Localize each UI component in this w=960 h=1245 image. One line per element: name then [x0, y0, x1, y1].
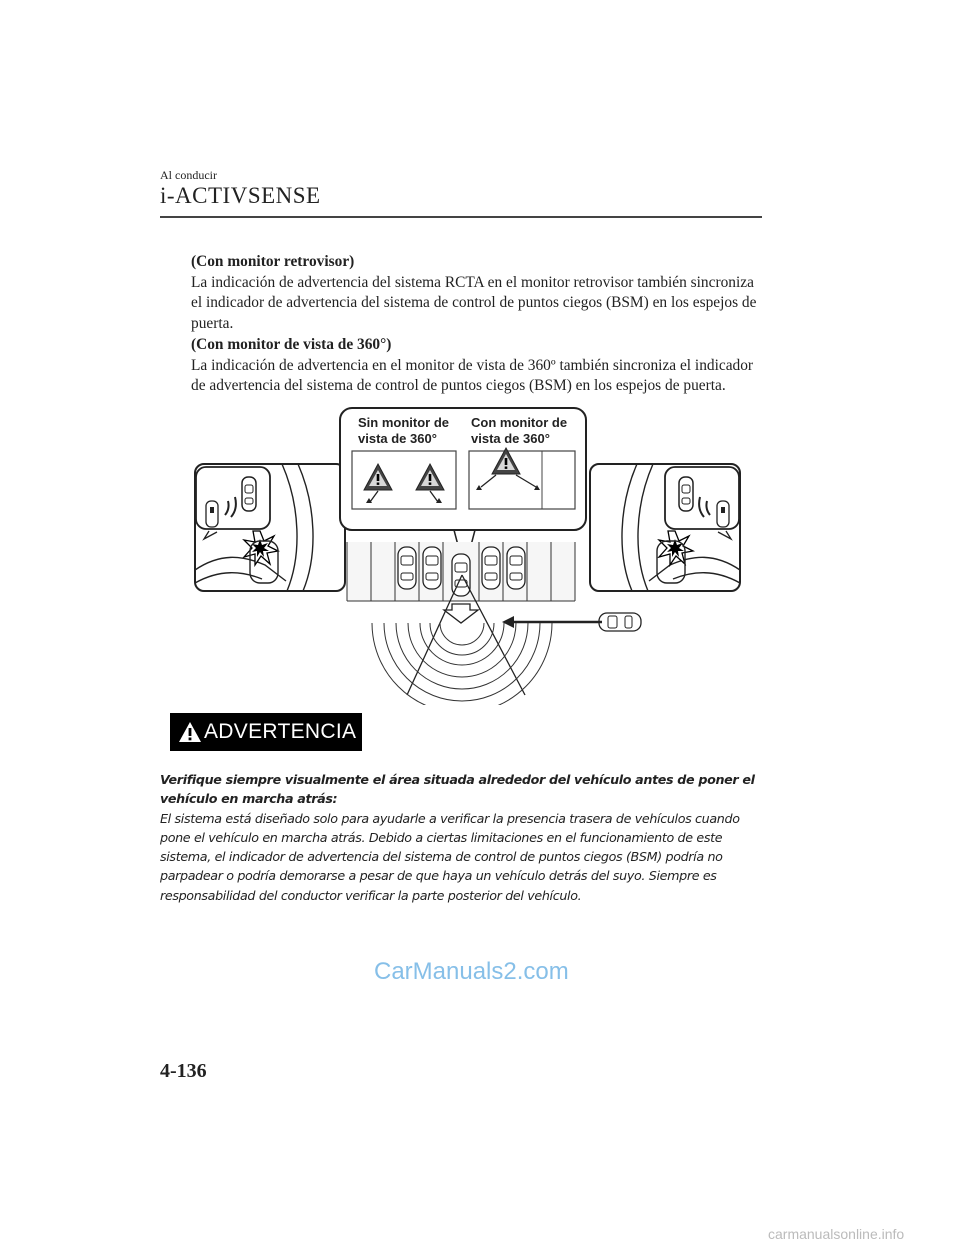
site-watermark: carmanualsonline.info: [768, 1226, 905, 1242]
warning-icon: [178, 721, 202, 743]
paragraph-360: La indicación de advertencia en el monitor de vista de 360º también sincroniza el indicador de advertencia del sistema de control de puntos ciegos (BSM) en los espejos de puerta.: [191, 356, 754, 395]
warning-header: [170, 713, 362, 751]
warning-text: El sistema está diseñado solo para ayudarle a verificar la presencia trasera de vehículos cuando pone el vehículo en marcha atrás. Debido a ciertas limitaciones en el funcionamiento de este sistema, el indicador de advertencia del sistema de control de puntos ciegos (BSM) podría no parpadear o podría demorarse a pesar de que haya un vehículo detrás del suyo. Siempre es responsabilidad del conductor verificar la parte posterior del vehículo.: [160, 810, 740, 903]
label-with-360: Con monitor de vista de 360°: [471, 415, 568, 446]
subheading-360: (Con monitor de vista de 360°): [191, 335, 392, 353]
subheading-rearview: (Con monitor retrovisor): [191, 253, 355, 270]
watermark: CarManuals2.com: [374, 958, 569, 985]
page-number: 4-136: [160, 1060, 207, 1082]
label-without-360: Sin monitor de vista de 360°: [358, 415, 449, 446]
rcta-illustration: [190, 405, 750, 705]
body-text: [191, 252, 761, 397]
header-rule: [160, 216, 762, 218]
warning-body: [160, 770, 765, 905]
section-label: Al conducir: [160, 168, 217, 182]
paragraph-rearview: La indicación de advertencia del sistema RCTA en el monitor retrovisor también sincroniza el indicador de advertencia del sistema de control de puntos ciegos (BSM) en los espejos de puerta.: [191, 273, 757, 333]
warning-title: ADVERTENCIA: [204, 720, 357, 743]
section-title: i-ACTIVSENSE: [160, 183, 321, 208]
warning-lead: Verifique siempre visualmente el área situada alrededor del vehículo antes de poner el vehículo en marcha atrás:: [160, 772, 755, 807]
